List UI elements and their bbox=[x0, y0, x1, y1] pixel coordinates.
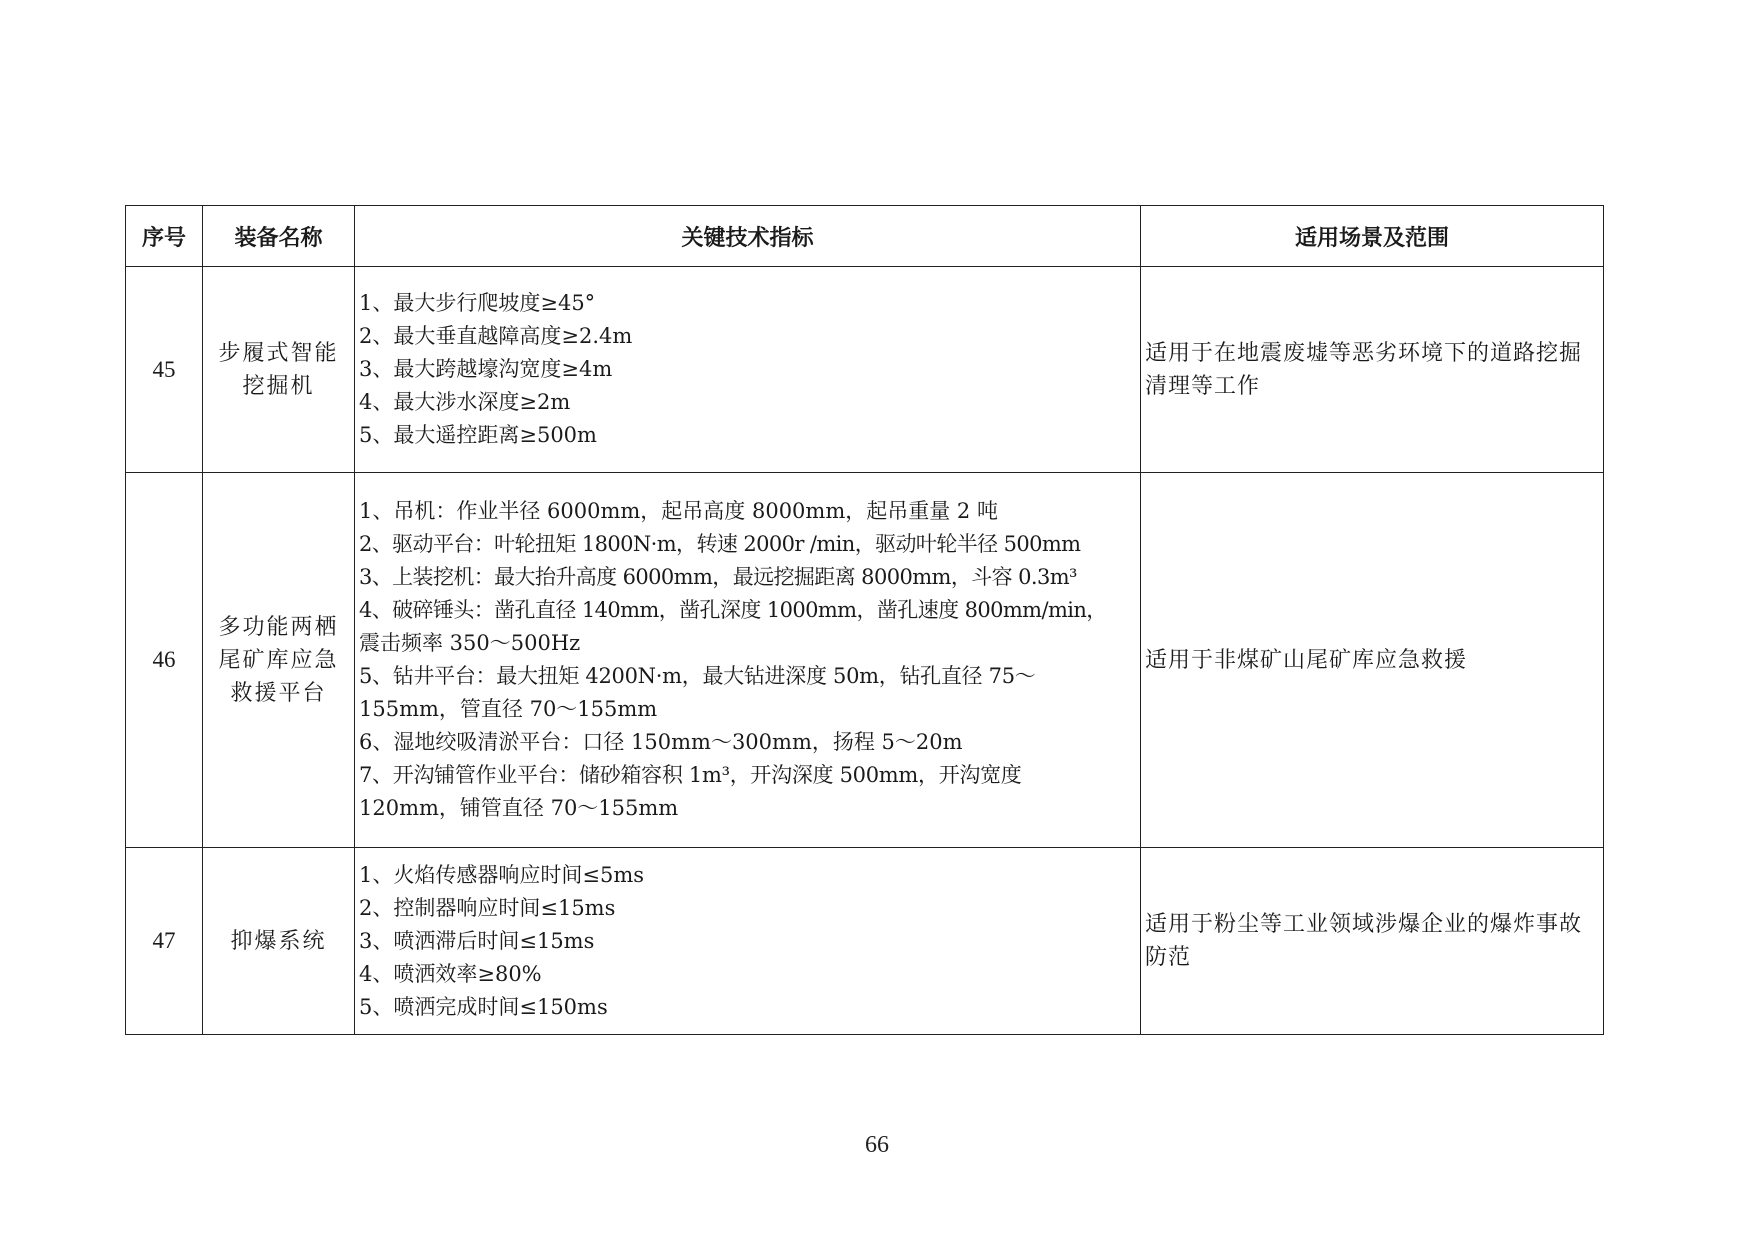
header-scope: 适用场景及范围 bbox=[1141, 206, 1604, 267]
row-number: 46 bbox=[126, 473, 203, 848]
spec-line: 7、开沟铺管作业平台：储砂箱容积 1m³，开沟深度 500mm，开沟宽度 bbox=[359, 763, 1022, 787]
spec-cell bbox=[355, 267, 1141, 473]
spec-line: 6、湿地绞吸清淤平台：口径 150mm～300mm，扬程 5～20m bbox=[359, 730, 963, 754]
table-row bbox=[126, 848, 1604, 1035]
page-number: 66 bbox=[865, 1132, 889, 1158]
spec-line: 4、最大涉水深度≥2m bbox=[359, 390, 571, 414]
equipment-table bbox=[125, 205, 1604, 1035]
header-name: 装备名称 bbox=[203, 206, 355, 267]
spec-line: 4、喷洒效率≥80% bbox=[359, 961, 542, 986]
spec-line: 1、最大步行爬坡度≥45° bbox=[359, 291, 596, 315]
header-no: 序号 bbox=[126, 206, 203, 267]
equipment-name: 步履式智能挖掘机 bbox=[203, 267, 355, 473]
spec-line: 3、上装挖机：最大抬升高度 6000mm，最远挖掘距离 8000mm，斗容 0.3m³ bbox=[359, 565, 1077, 589]
scope-text: 适用于非煤矿山尾矿库应急救援 bbox=[1141, 473, 1604, 848]
scope-text: 适用于粉尘等工业领域涉爆企业的爆炸事故防范 bbox=[1141, 848, 1604, 1035]
spec-line: 5、喷洒完成时间≤150ms bbox=[359, 994, 608, 1019]
table-row bbox=[126, 267, 1604, 473]
spec-cell bbox=[355, 473, 1141, 848]
spec-line: 5、最大遥控距离≥500m bbox=[359, 423, 597, 447]
spec-line: 3、最大跨越壕沟宽度≥4m bbox=[359, 357, 613, 381]
spec-line: 2、控制器响应时间≤15ms bbox=[359, 895, 616, 920]
table-row bbox=[126, 473, 1604, 848]
spec-line: 1、火焰传感器响应时间≤5ms bbox=[359, 862, 645, 887]
equipment-name: 多功能两栖尾矿库应急救援平台 bbox=[203, 473, 355, 848]
header-specs: 关键技术指标 bbox=[355, 206, 1141, 267]
equipment-name: 抑爆系统 bbox=[203, 848, 355, 1035]
equipment-table-container bbox=[125, 205, 1603, 1035]
row-number: 47 bbox=[126, 848, 203, 1035]
spec-line: 4、破碎锤头：凿孔直径 140mm，凿孔深度 1000mm，凿孔速度 800mm/min， bbox=[359, 598, 1107, 622]
spec-cell bbox=[355, 848, 1141, 1035]
spec-line: 2、驱动平台：叶轮扭矩 1800N·m，转速 2000r /min，驱动叶轮半径 500mm bbox=[359, 532, 1081, 556]
spec-line: 1、吊机：作业半径 6000mm，起吊高度 8000mm，起吊重量 2 吨 bbox=[359, 499, 998, 523]
spec-line: 5、钻井平台：最大扭矩 4200N·m，最大钻进深度 50m，钻孔直径 75～ bbox=[359, 664, 1036, 688]
table-header-row bbox=[126, 206, 1604, 267]
spec-line: 2、最大垂直越障高度≥2.4m bbox=[359, 324, 633, 348]
spec-line: 155mm，管直径 70～155mm bbox=[359, 697, 658, 721]
spec-line: 120mm，铺管直径 70～155mm bbox=[359, 796, 679, 820]
scope-text: 适用于在地震废墟等恶劣环境下的道路挖掘清理等工作 bbox=[1141, 267, 1604, 473]
row-number: 45 bbox=[126, 267, 203, 473]
spec-line: 3、喷洒滞后时间≤15ms bbox=[359, 928, 595, 953]
spec-line: 震击频率 350～500Hz bbox=[359, 631, 581, 655]
